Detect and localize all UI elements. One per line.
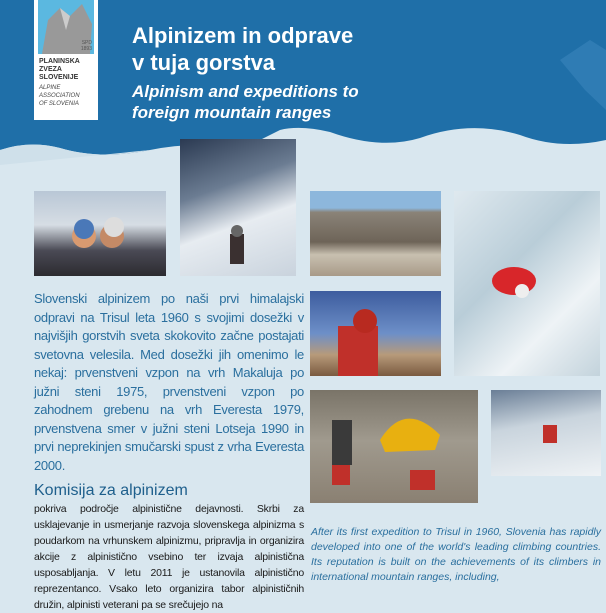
title-line: v tuja gorstva — [132, 50, 276, 75]
photo-everest-face — [180, 139, 296, 276]
logo-year: 1893 — [80, 46, 92, 52]
logo-text: OF SLOVENIA — [39, 101, 79, 107]
photo-tent-camp — [310, 390, 478, 503]
photo-climbers-portrait — [34, 191, 166, 276]
title-english — [132, 81, 359, 123]
photo-snow-climbers — [491, 390, 601, 476]
logo-text: ASSOCIATION — [39, 93, 80, 99]
logo-text: ZVEZA — [39, 66, 62, 73]
commission-paragraph: pokriva področje alpinistične dejavnosti. Skrbi za usklajevanje in usmerjanje razvoja slovenskega alpinizma s poudarkom na vrhunskem alpinizmu, pripravlja in organizira akcije z alpinistično vsebino ter izvaja alpinistična usposabljanja. V letu 2011 je ustanovila alpinistično reprezentanco. Vsako leto organizira tabor alpinističnih družin, alpinisti veterani pa se srečujejo na — [34, 503, 304, 611]
title-line: foreign mountain ranges — [132, 103, 332, 122]
photo-ice-climber — [454, 191, 600, 376]
left-text-column — [34, 290, 304, 613]
header-banner — [0, 0, 606, 170]
title-line: Alpinism and expeditions to — [132, 82, 359, 101]
section-heading-commission: Komisija za alpinizem — [34, 482, 188, 499]
photo-climber-red-jacket — [310, 291, 441, 376]
english-paragraph: After its first expedition to Trisul in 1960, Slovenia has rapidly developed into one of the world's leading climbing countries. Its reputation is built on the achievements of its climbers in international mountain ranges, including, — [311, 526, 601, 583]
photo-mountain-hut — [310, 191, 441, 276]
intro-paragraph: Slovenski alpinizem po naši prvi himalajski odpravi na Trisul leta 1960 s svojimi dosežki v najvišjih gorstvih sveta skokovito začne postajati svetovna velesila. Med dosežki jih omenimo le nekaj: prvenstveni vzpon na vrh Makaluja po južni steni 1975, prvenstveni vzpon po zahodnem grebenu na vrh Everesta 1979, prvenstvena smer v južni steni Lotseja 1990 in prvi neprekinjen smučarski spust z vrha Everesta 2000. — [34, 291, 304, 473]
logo-text: PLANINSKA — [39, 58, 80, 65]
title-line: Alpinizem in odprave — [132, 23, 354, 48]
logo-text: SLOVENIJE — [39, 74, 79, 81]
title-slovene — [132, 22, 353, 76]
logo-text: ALPINE — [39, 85, 61, 91]
logo — [34, 0, 98, 120]
logo-spd: SPD — [81, 40, 92, 46]
